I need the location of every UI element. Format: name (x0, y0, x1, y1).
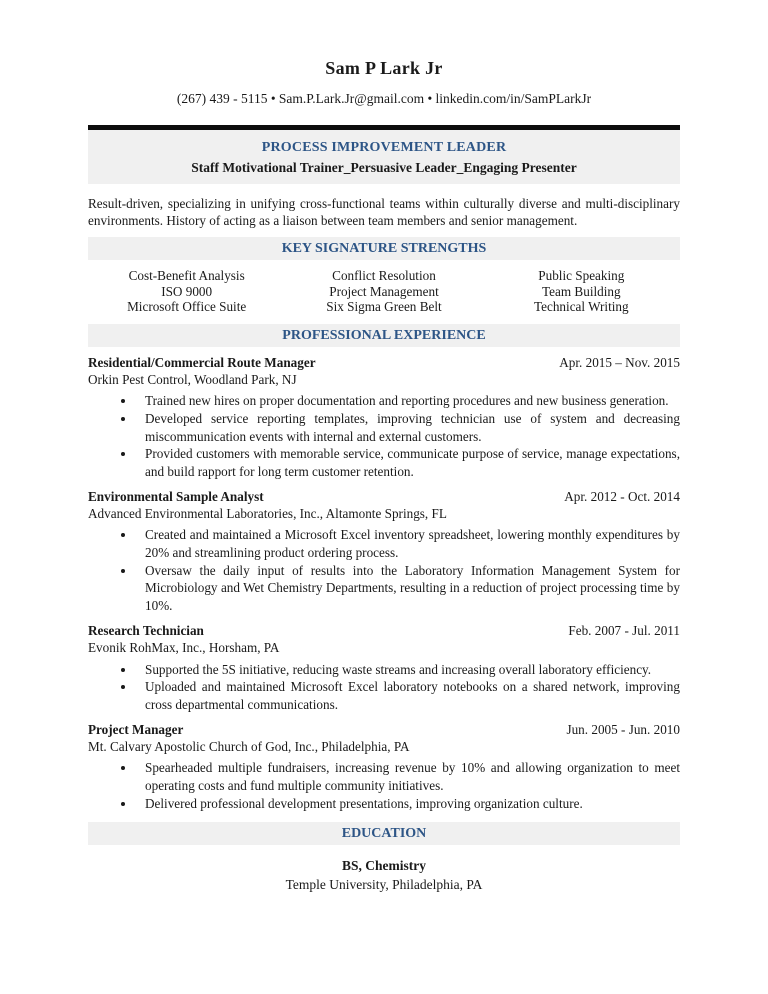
job-entry (88, 721, 680, 812)
job-dates: Apr. 2012 - Oct. 2014 (564, 489, 680, 505)
education-school: Temple University, Philadelphia, PA (285, 876, 483, 892)
strength-item: ISO 9000 (161, 283, 213, 299)
job-bullet: • Created and maintained a Microsoft Excel inventory spreadsheet, lowering monthly expenditures by 20% and streamlining product ordering process. (136, 526, 680, 561)
job-company: Mt. Calvary Apostolic Church of God, Inc., Philadelphia, PA (88, 739, 410, 755)
job-bullet: • Delivered professional development presentations, improving organization culture. (136, 795, 680, 813)
banner-headline: PROCESS IMPROVEMENT LEADER (261, 139, 507, 155)
strengths-column-1 (88, 268, 285, 315)
job-bullet-list (88, 759, 680, 812)
strength-item: Six Sigma Green Belt (326, 299, 442, 315)
contact-line: (267) 439 - 5115 • Sam.P.Lark.Jr@gmail.com • linkedin.com/in/SamPLarkJr (176, 91, 592, 107)
strength-item: Cost-Benefit Analysis (128, 268, 245, 284)
job-bullet-list (88, 392, 680, 480)
job-head (88, 354, 680, 371)
job-bullet: • Spearheaded multiple fundraisers, increasing revenue by 10% and allowing organization to meet operating costs and fund multiple community initiatives. (136, 759, 680, 794)
job-dates: Jun. 2005 - Jun. 2010 (566, 722, 680, 738)
strengths-grid (88, 268, 680, 315)
job-bullet-list (88, 526, 680, 614)
strength-item: Microsoft Office Suite (127, 299, 247, 315)
job-bullet: • Uploaded and maintained Microsoft Excel laboratory notebooks on a shared network, improving cross departmental communications. (136, 678, 680, 713)
job-bullet: • Developed service reporting templates, improving technician use of system and decreasing miscommunication events with internal and external customers. (136, 410, 680, 445)
job-company: Advanced Environmental Laboratories, Inc., Altamonte Springs, FL (88, 506, 447, 522)
strength-item: Conflict Resolution (332, 268, 436, 284)
job-title: Project Manager (88, 722, 184, 738)
job-dates: Feb. 2007 - Jul. 2011 (568, 623, 680, 639)
job-title: Environmental Sample Analyst (88, 489, 264, 505)
strengths-column-3 (483, 268, 680, 315)
job-head (88, 721, 680, 738)
strength-item: Public Speaking (538, 268, 625, 284)
job-bullet: • Provided customers with memorable service, communicate purpose of service, manage expectations, and build rapport for long term customer retention. (136, 445, 680, 480)
job-bullet-list (88, 661, 680, 714)
summary-text: Result-driven, specializing in unifying cross-functional teams within culturally diverse and multi-disciplinary environments. History of acting as a liaison between team members and senior management. (88, 195, 680, 228)
job-entry (88, 354, 680, 480)
strengths-column-2 (285, 268, 482, 315)
job-title: Research Technician (88, 623, 204, 639)
job-company: Evonik RohMax, Inc., Horsham, PA (88, 640, 280, 656)
banner-subheadline: Staff Motivational Trainer_Persuasive Leader_Engaging Presenter (191, 160, 577, 176)
job-entry (88, 488, 680, 614)
job-bullet: • Supported the 5S initiative, reducing waste streams and increasing overall laboratory efficiency. (136, 661, 680, 679)
strength-item: Technical Writing (534, 299, 629, 315)
title-banner (88, 130, 680, 184)
section-heading-education: EDUCATION (88, 822, 680, 845)
job-dates: Apr. 2015 – Nov. 2015 (559, 355, 680, 371)
job-head (88, 488, 680, 505)
education-degree: BS, Chemistry (342, 858, 426, 874)
job-bullet: • Oversaw the daily input of results into the Laboratory Information Management System for Microbiology and Wet Chemistry Departments, resulting in a reduction of project processing time by 10%. (136, 562, 680, 615)
candidate-name: Sam P Lark Jr (325, 58, 443, 78)
job-company: Orkin Pest Control, Woodland Park, NJ (88, 372, 297, 388)
job-head (88, 622, 680, 639)
section-heading-experience: PROFESSIONAL EXPERIENCE (88, 324, 680, 347)
job-entry (88, 622, 680, 713)
job-title: Residential/Commercial Route Manager (88, 355, 316, 371)
strength-item: Project Management (329, 283, 439, 299)
section-heading-strengths: KEY SIGNATURE STRENGTHS (88, 237, 680, 260)
job-bullet: • Trained new hires on proper documentation and reporting procedures and new business generation. (136, 392, 680, 410)
strength-item: Team Building (542, 283, 621, 299)
